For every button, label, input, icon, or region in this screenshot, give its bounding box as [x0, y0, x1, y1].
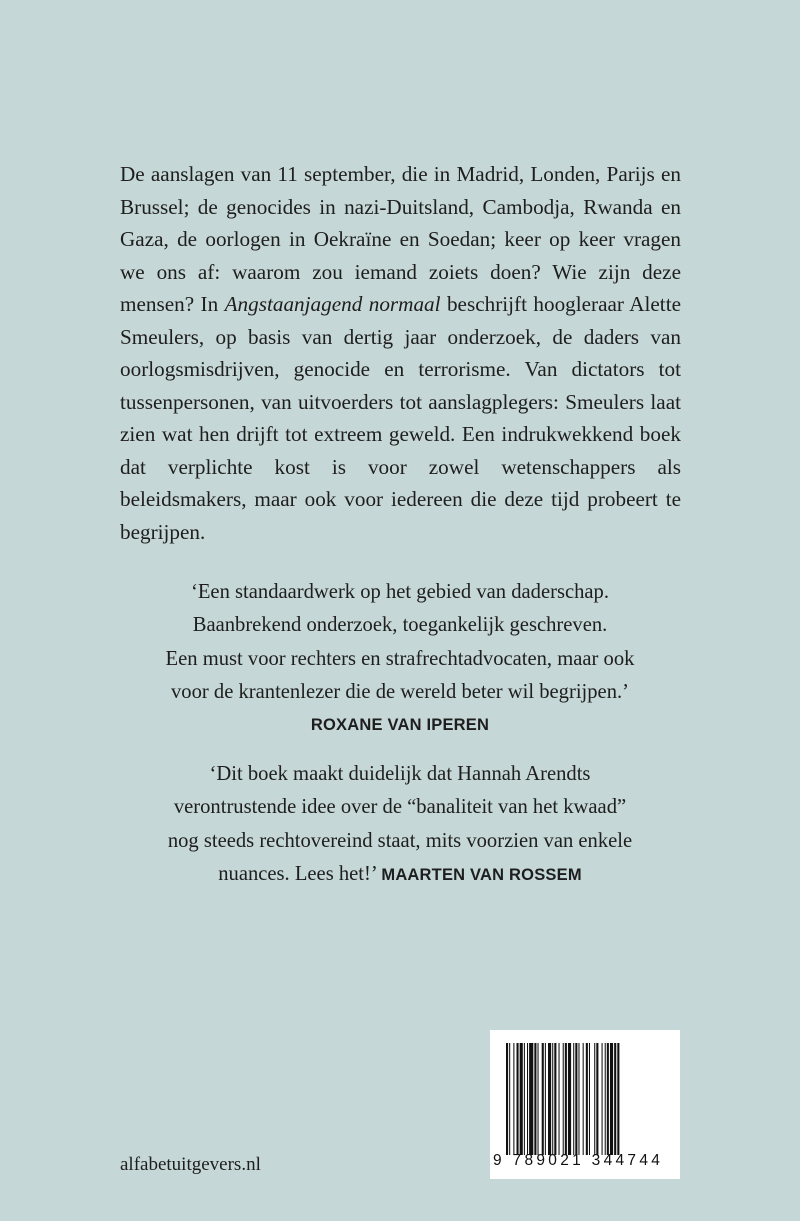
barcode-bar [506, 1043, 508, 1155]
barcode-bar [542, 1043, 544, 1155]
barcode-bar [513, 1043, 514, 1155]
isbn-number: 9 789021 344744 [493, 1152, 664, 1169]
barcode-bar [520, 1043, 523, 1155]
quote-line: Een must voor rechters en strafrechtadvocaten, maar ook [165, 647, 635, 670]
blurb-paragraph [120, 158, 681, 548]
barcode-bar [602, 1043, 603, 1155]
barcode-bar [509, 1043, 510, 1155]
quote-line: ‘Een standaardwerk op het gebied van daderschap. [191, 581, 609, 603]
barcode-bar [548, 1043, 551, 1155]
blurb-text-start: De aanslagen van 11 september, die in Madrid, Londen, Parijs en Brussel; de genocides in nazi-Duitsland, Cambodja, Rwanda en Gaza, de oorlogen in Oekraïne en Soedan; keer op keer vragen we ons af: waarom zou iemand zoiets doen? Wie zijn deze mensen? In [120, 162, 681, 316]
barcode-bar [534, 1043, 536, 1155]
barcode-bar [565, 1043, 567, 1155]
barcode-bar [610, 1043, 613, 1155]
barcode-bar [583, 1043, 584, 1155]
barcode-bar [559, 1043, 560, 1155]
review-quote-1 [100, 576, 700, 742]
barcode-bar [527, 1043, 528, 1155]
barcode-bar [605, 1043, 606, 1155]
barcode-bar [578, 1043, 579, 1155]
barcode-bar [607, 1043, 609, 1155]
review-quote-2 [100, 758, 700, 892]
barcode-bar [538, 1043, 539, 1155]
quote-line: Baanbrekend onderzoek, toegankelijk geschreven. [192, 614, 608, 637]
quote-line-with-author [100, 858, 700, 892]
barcode-bar [596, 1043, 598, 1155]
barcode-bar [529, 1043, 533, 1155]
barcode-bar [524, 1043, 525, 1155]
quote-line: verontrustende idee over de “banaliteit van het kwaad” [173, 796, 627, 819]
barcode-bar [554, 1043, 556, 1155]
isbn-barcode [490, 1030, 680, 1179]
barcode-bar [594, 1043, 595, 1155]
quote-author: MAARTEN VAN ROSSEM [381, 865, 582, 884]
quote-line: nuances. Lees het!’ [218, 862, 377, 885]
barcode-bar [614, 1043, 616, 1155]
back-cover-blurb [120, 158, 681, 548]
quote-line: ‘Dit boek maakt duidelijk dat Hannah Arendts [209, 763, 591, 785]
blurb-text-end: beschrijft hoogleraar Alette Smeulers, op basis van dertig jaar onderzoek, de daders van oorlogsmisdrijven, genocide en terrorisme. Van dictators tot tussenpersonen, van uitvoerders tot aanslagplegers: Smeulers laat zien wat hen drijft tot extreem geweld. Een indrukwekkend boek dat verplichte kost is voor zowel wetenschappers als beleidsmakers, maar ook voor iedereen die deze tijd probeert te begrijpen. [120, 292, 681, 544]
barcode-bar [563, 1043, 564, 1155]
barcode-bar [575, 1043, 577, 1155]
barcode-bar [568, 1043, 571, 1155]
quote-author: ROXANE VAN IPEREN [310, 716, 490, 735]
barcode-bar [573, 1043, 574, 1155]
book-title: Angstaanjagend normaal [224, 292, 441, 316]
barcode-bar [617, 1043, 619, 1155]
barcode-bar [586, 1043, 588, 1155]
barcode-bar [589, 1043, 590, 1155]
barcode-bar [552, 1043, 553, 1155]
publisher-website: alfabetuitgevers.nl [120, 1154, 261, 1175]
quote-line: voor de krantenlezer die de wereld beter wil begrijpen.’ [171, 680, 629, 703]
barcode-bar [545, 1043, 546, 1155]
quote-line: nog steeds rechtovereind staat, mits voorzien van enkele [167, 829, 633, 852]
barcode-bar [517, 1043, 519, 1155]
barcode-bars [506, 1043, 664, 1155]
